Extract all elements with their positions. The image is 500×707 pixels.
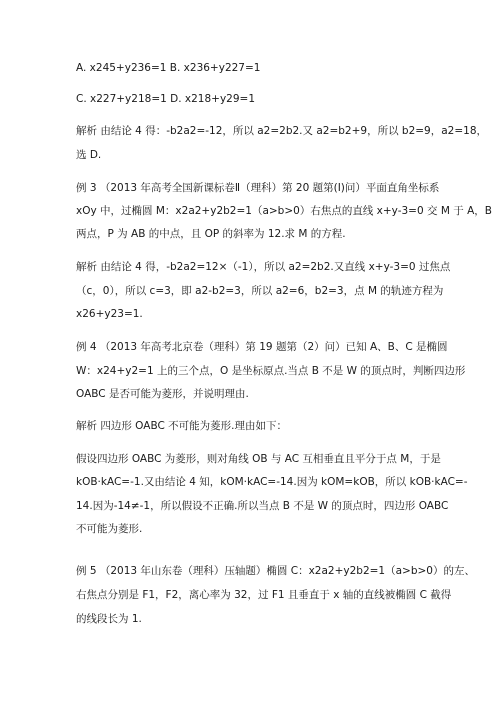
- example-4-line: W：x24+y2=1 上的三个点，O 是坐标原点.当点 B 不是 W 的顶点时，判断四边形: [76, 365, 466, 377]
- solution-4-body-line: kOB·kAC=-1.又由结论 4 知，kOM·kAC=-14.因为 kOM=kOB，所以 kOB·kAC=-: [76, 476, 468, 488]
- example-5-line: 例 5 （2013 年山东卷（理科）压轴题）椭圆 C：x2a2+y2b2=1（a>b>0）的左、: [76, 565, 475, 577]
- example-3-line: 例 3 （2013 年高考全国新课标卷Ⅱ（理科）第 20 题第(Ⅰ)问）平面直角坐标系: [76, 182, 440, 194]
- solution-3-line: 解析 由结论 4 得，-b2a2=12×（-1），所以 a2=2b2.又直线 x+y-3=0 过焦点: [76, 261, 451, 273]
- solution-3-line: （c，0），所以 c=3，即 a2-b2=3，所以 a2=6，b2=3，点 M 的轨迹方程为: [76, 285, 444, 297]
- choice-line-cd: C. x227+y218=1 D. x218+y29=1: [76, 93, 255, 105]
- example-3-line: xOy 中，过椭圆 M：x2a2+y2b2=1（a>b>0）右焦点的直线 x+y-3=0 交 M 于 A，B: [76, 205, 492, 217]
- solution-line: 选 D.: [76, 149, 102, 161]
- example-5-line: 的线段长为 1.: [76, 613, 142, 625]
- choice-line-ab: A. x245+y236=1 B. x236+y227=1: [76, 62, 261, 74]
- example-3-line: 两点，P 为 AB 的中点，且 OP 的斜率为 12.求 M 的方程.: [76, 228, 346, 240]
- example-5-line: 右焦点分别是 F1，F2，离心率为 32，过 F1 且垂直于 x 轴的直线被椭圆 C 截得: [76, 589, 452, 601]
- solution-line: 解析 由结论 4 得：-b2a2=-12，所以 a2=2b2.又 a2=b2+9，所以 b2=9，a2=18，: [76, 125, 488, 137]
- example-4-line: OABC 是否可能为菱形，并说明理由.: [76, 388, 249, 400]
- solution-4-body-line: 14.因为-14≠-1，所以假设不正确.所以当点 B 不是 W 的顶点时，四边形 OABC: [76, 500, 449, 512]
- solution-4-line: 解析 四边形 OABC 不可能为菱形.理由如下：: [76, 420, 287, 432]
- solution-3-line: x26+y23=1.: [76, 308, 143, 320]
- solution-4-body-line: 假设四边形 OABC 为菱形，则对角线 OB 与 AC 互相垂直且平分于点 M，于是: [76, 453, 441, 465]
- example-4-line: 例 4 （2013 年高考北京卷（理科）第 19 题第（2）问）已知 A、B、C 是椭圆: [76, 341, 448, 353]
- solution-4-body-line: 不可能为菱形.: [76, 523, 143, 535]
